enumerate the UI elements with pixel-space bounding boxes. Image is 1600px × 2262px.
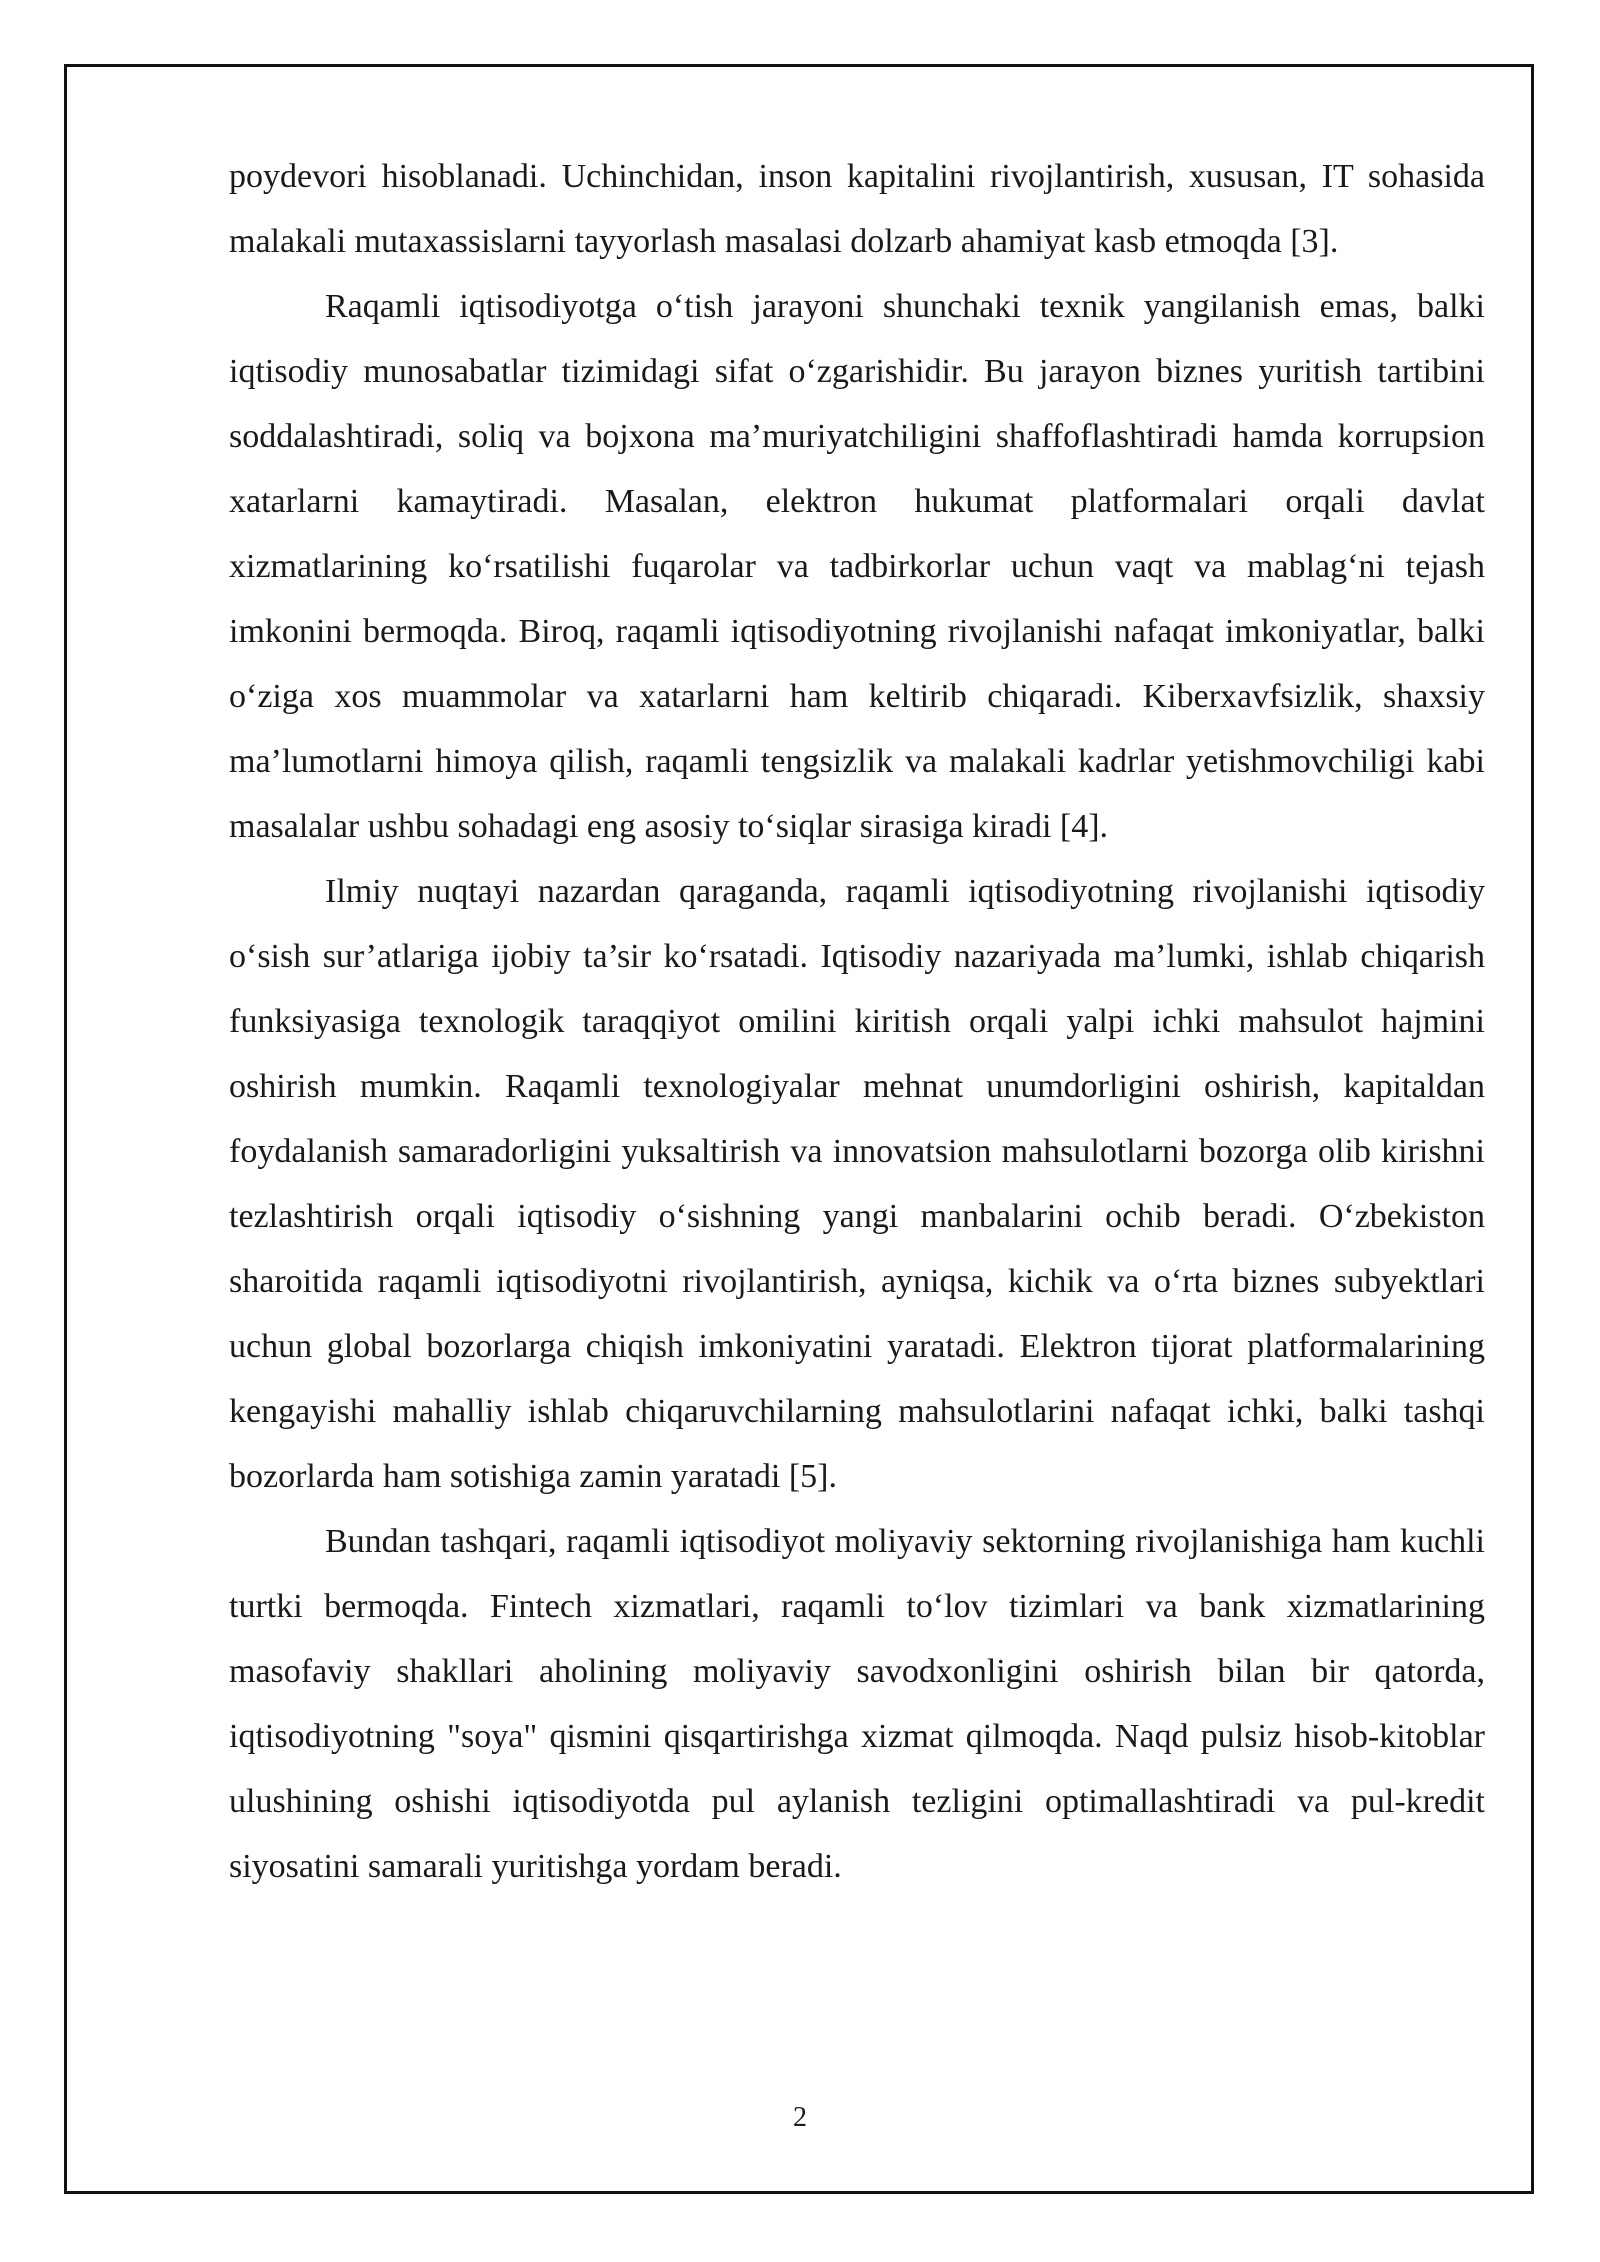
paragraph-digital-transition: Raqamli iqtisodiyotga o‘tish jarayoni shunchaki texnik yangilanish emas, balki iqtisodiy munosabatlar tizimidagi sifat o‘zgarishidir. Bu jarayon biznes yuritish tartibini soddalashtiradi, soliq va bojxona ma’muriyatchiligini shaffoflashtiradi hamda korrupsion xatarlarni kamaytiradi. Masalan, elektron hukumat platformalari orqali davlat xizmatlarining ko‘rsatilishi fuqarolar va tadbirkorlar uchun vaqt va mablag‘ni tejash imkonini bermoqda. Biroq, raqamli iqtisodiyotning rivojlanishi nafaqat imkoniyatlar, balki o‘ziga xos muammolar va xatarlarni ham keltirib chiqaradi. Kiberxavfsizlik, shaxsiy ma’lumotlarni himoya qilish, raqamli tengsizlik va malakali kadrlar yetishmovchiligi kabi masalalar ushbu sohadagi eng asosiy to‘siqlar sirasiga kiradi [4]. xyxy=(229,288,1485,845)
paragraph-continuation: poydevori hisoblanadi. Uchinchidan, inson kapitalini rivojlantirish, xususan, IT sohasida malakali mutaxassislarni tayyorlash masalasi dolzarb ahamiyat kasb etmoqda [3]. xyxy=(229,158,1485,260)
page-number: 2 xyxy=(793,2102,807,2133)
paragraph-financial-sector: Bundan tashqari, raqamli iqtisodiyot moliyaviy sektorning rivojlanishiga ham kuchli turtki bermoqda. Fintech xizmatlari, raqamli to‘lov tizimlari va bank xizmatlarining masofaviy shakllari aholining moliyaviy savodxonligini oshirish bilan bir qatorda, iqtisodiyotning "soya" qismini qisqartirishga xizmat qilmoqda. Naqd pulsiz hisob-kitoblar ulushining oshishi iqtisodiyotda pul aylanish tezligini optimallashtiradi va pul-kredit siyosatini samarali yuritishga yordam beradi. xyxy=(229,1523,1485,1885)
document-body xyxy=(229,144,1485,1899)
paragraph-economic-growth: Ilmiy nuqtayi nazardan qaraganda, raqamli iqtisodiyotning rivojlanishi iqtisodiy o‘sish sur’atlariga ijobiy ta’sir ko‘rsatadi. Iqtisodiy nazariyada ma’lumki, ishlab chiqarish funksiyasiga texnologik taraqqiyot omilini kiritish orqali yalpi ichki mahsulot hajmini oshirish mumkin. Raqamli texnologiyalar mehnat unumdorligini oshirish, kapitaldan foydalanish samaradorligini yuksaltirish va innovatsion mahsulotlarni bozorga olib kirishni tezlashtirish orqali iqtisodiy o‘sishning yangi manbalarini ochib beradi. O‘zbekiston sharoitida raqamli iqtisodiyotni rivojlantirish, ayniqsa, kichik va o‘rta biznes subyektlari uchun global bozorlarga chiqish imkoniyatini yaratadi. Elektron tijorat platformalarining kengayishi mahalliy ishlab chiqaruvchilarning mahsulotlarini nafaqat ichki, balki tashqi bozorlarda ham sotishiga zamin yaratadi [5]. xyxy=(229,873,1485,1495)
